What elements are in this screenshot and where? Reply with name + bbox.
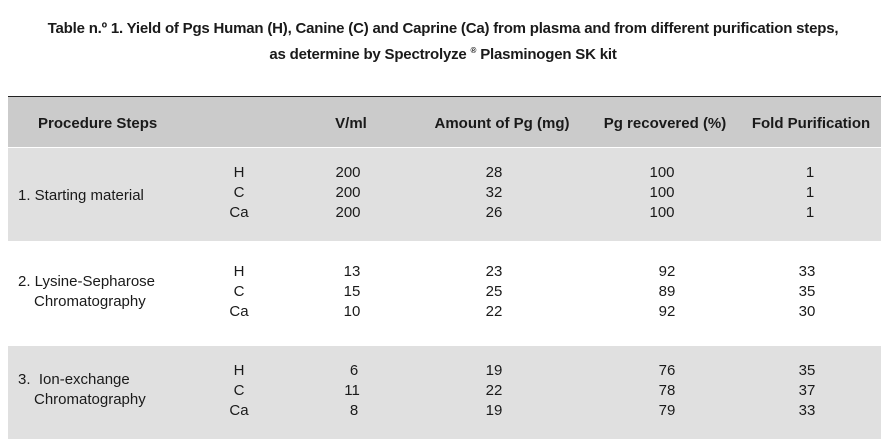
amount-cell: 19 bbox=[485, 362, 503, 379]
fold-cell: 1 bbox=[805, 164, 815, 181]
volume-cell: 200 bbox=[335, 164, 361, 181]
caption-line-2 bbox=[0, 40, 886, 66]
recovered-cell: 79 bbox=[658, 402, 676, 419]
amount-cell: 26 bbox=[485, 204, 503, 221]
volume-cell: 8 bbox=[349, 402, 359, 419]
amount-cell: 28 bbox=[485, 164, 503, 181]
volume-cell: 13 bbox=[343, 263, 361, 280]
fold-cell: 33 bbox=[798, 402, 816, 419]
recovered-cell: 76 bbox=[658, 362, 676, 379]
volume-cell: 11 bbox=[344, 382, 360, 399]
registered-mark: ® bbox=[470, 46, 477, 55]
recovered-cell: 89 bbox=[658, 283, 676, 300]
species-cell: Ca bbox=[229, 303, 249, 320]
recovered-cell: 92 bbox=[658, 263, 676, 280]
species-cell: Ca bbox=[229, 402, 249, 419]
amount-cell: 23 bbox=[485, 263, 503, 280]
header-recovered: Pg recovered (%) bbox=[603, 115, 727, 132]
species-cell: C bbox=[233, 382, 245, 399]
step-label-line-2: Chromatography bbox=[34, 293, 146, 310]
amount-cell: 32 bbox=[485, 184, 503, 201]
recovered-cell: 100 bbox=[649, 184, 675, 201]
fold-cell: 30 bbox=[798, 303, 816, 320]
fold-cell: 33 bbox=[798, 263, 816, 280]
amount-cell: 22 bbox=[485, 382, 503, 399]
header-procedure-steps: Procedure Steps bbox=[38, 115, 158, 132]
volume-cell: 15 bbox=[343, 283, 361, 300]
step-label: 3. Ion-exchange bbox=[18, 371, 130, 388]
species-cell: H bbox=[233, 362, 245, 379]
amount-cell: 22 bbox=[485, 303, 503, 320]
volume-cell: 10 bbox=[343, 303, 361, 320]
caption-line-2-text: as determine by Spectrolyze bbox=[269, 46, 467, 63]
fold-cell: 37 bbox=[798, 382, 816, 399]
caption-line-1: Table n.º 1. Yield of Pgs Human (H), Canine (C) and Caprine (Ca) from plasma and from different purification steps, bbox=[47, 20, 839, 37]
amount-cell: 19 bbox=[485, 402, 503, 419]
fold-cell: 1 bbox=[805, 204, 815, 221]
volume-cell: 200 bbox=[335, 184, 361, 201]
step-label-line-2: Chromatography bbox=[34, 391, 146, 408]
recovered-cell: 78 bbox=[658, 382, 676, 399]
fold-cell: 35 bbox=[798, 362, 816, 379]
header-volume: V/ml bbox=[335, 115, 367, 132]
species-cell: Ca bbox=[229, 204, 249, 221]
volume-cell: 6 bbox=[349, 362, 359, 379]
header-fold: Fold Purification bbox=[751, 115, 871, 132]
caption-line-2-kit: Plasminogen SK kit bbox=[480, 46, 617, 63]
species-cell: C bbox=[233, 184, 245, 201]
species-cell: H bbox=[233, 263, 245, 280]
table-caption bbox=[0, 18, 886, 66]
header-amount: Amount of Pg (mg) bbox=[434, 115, 570, 132]
fold-cell: 35 bbox=[798, 283, 816, 300]
step-label: 1. Starting material bbox=[18, 187, 144, 204]
recovered-cell: 92 bbox=[658, 303, 676, 320]
recovered-cell: 100 bbox=[649, 204, 675, 221]
fold-cell: 1 bbox=[805, 184, 815, 201]
recovered-cell: 100 bbox=[649, 164, 675, 181]
species-cell: C bbox=[233, 283, 245, 300]
step-label: 2. Lysine-Sepharose bbox=[18, 273, 156, 290]
volume-cell: 200 bbox=[335, 204, 361, 221]
species-cell: H bbox=[233, 164, 245, 181]
amount-cell: 25 bbox=[485, 283, 503, 300]
